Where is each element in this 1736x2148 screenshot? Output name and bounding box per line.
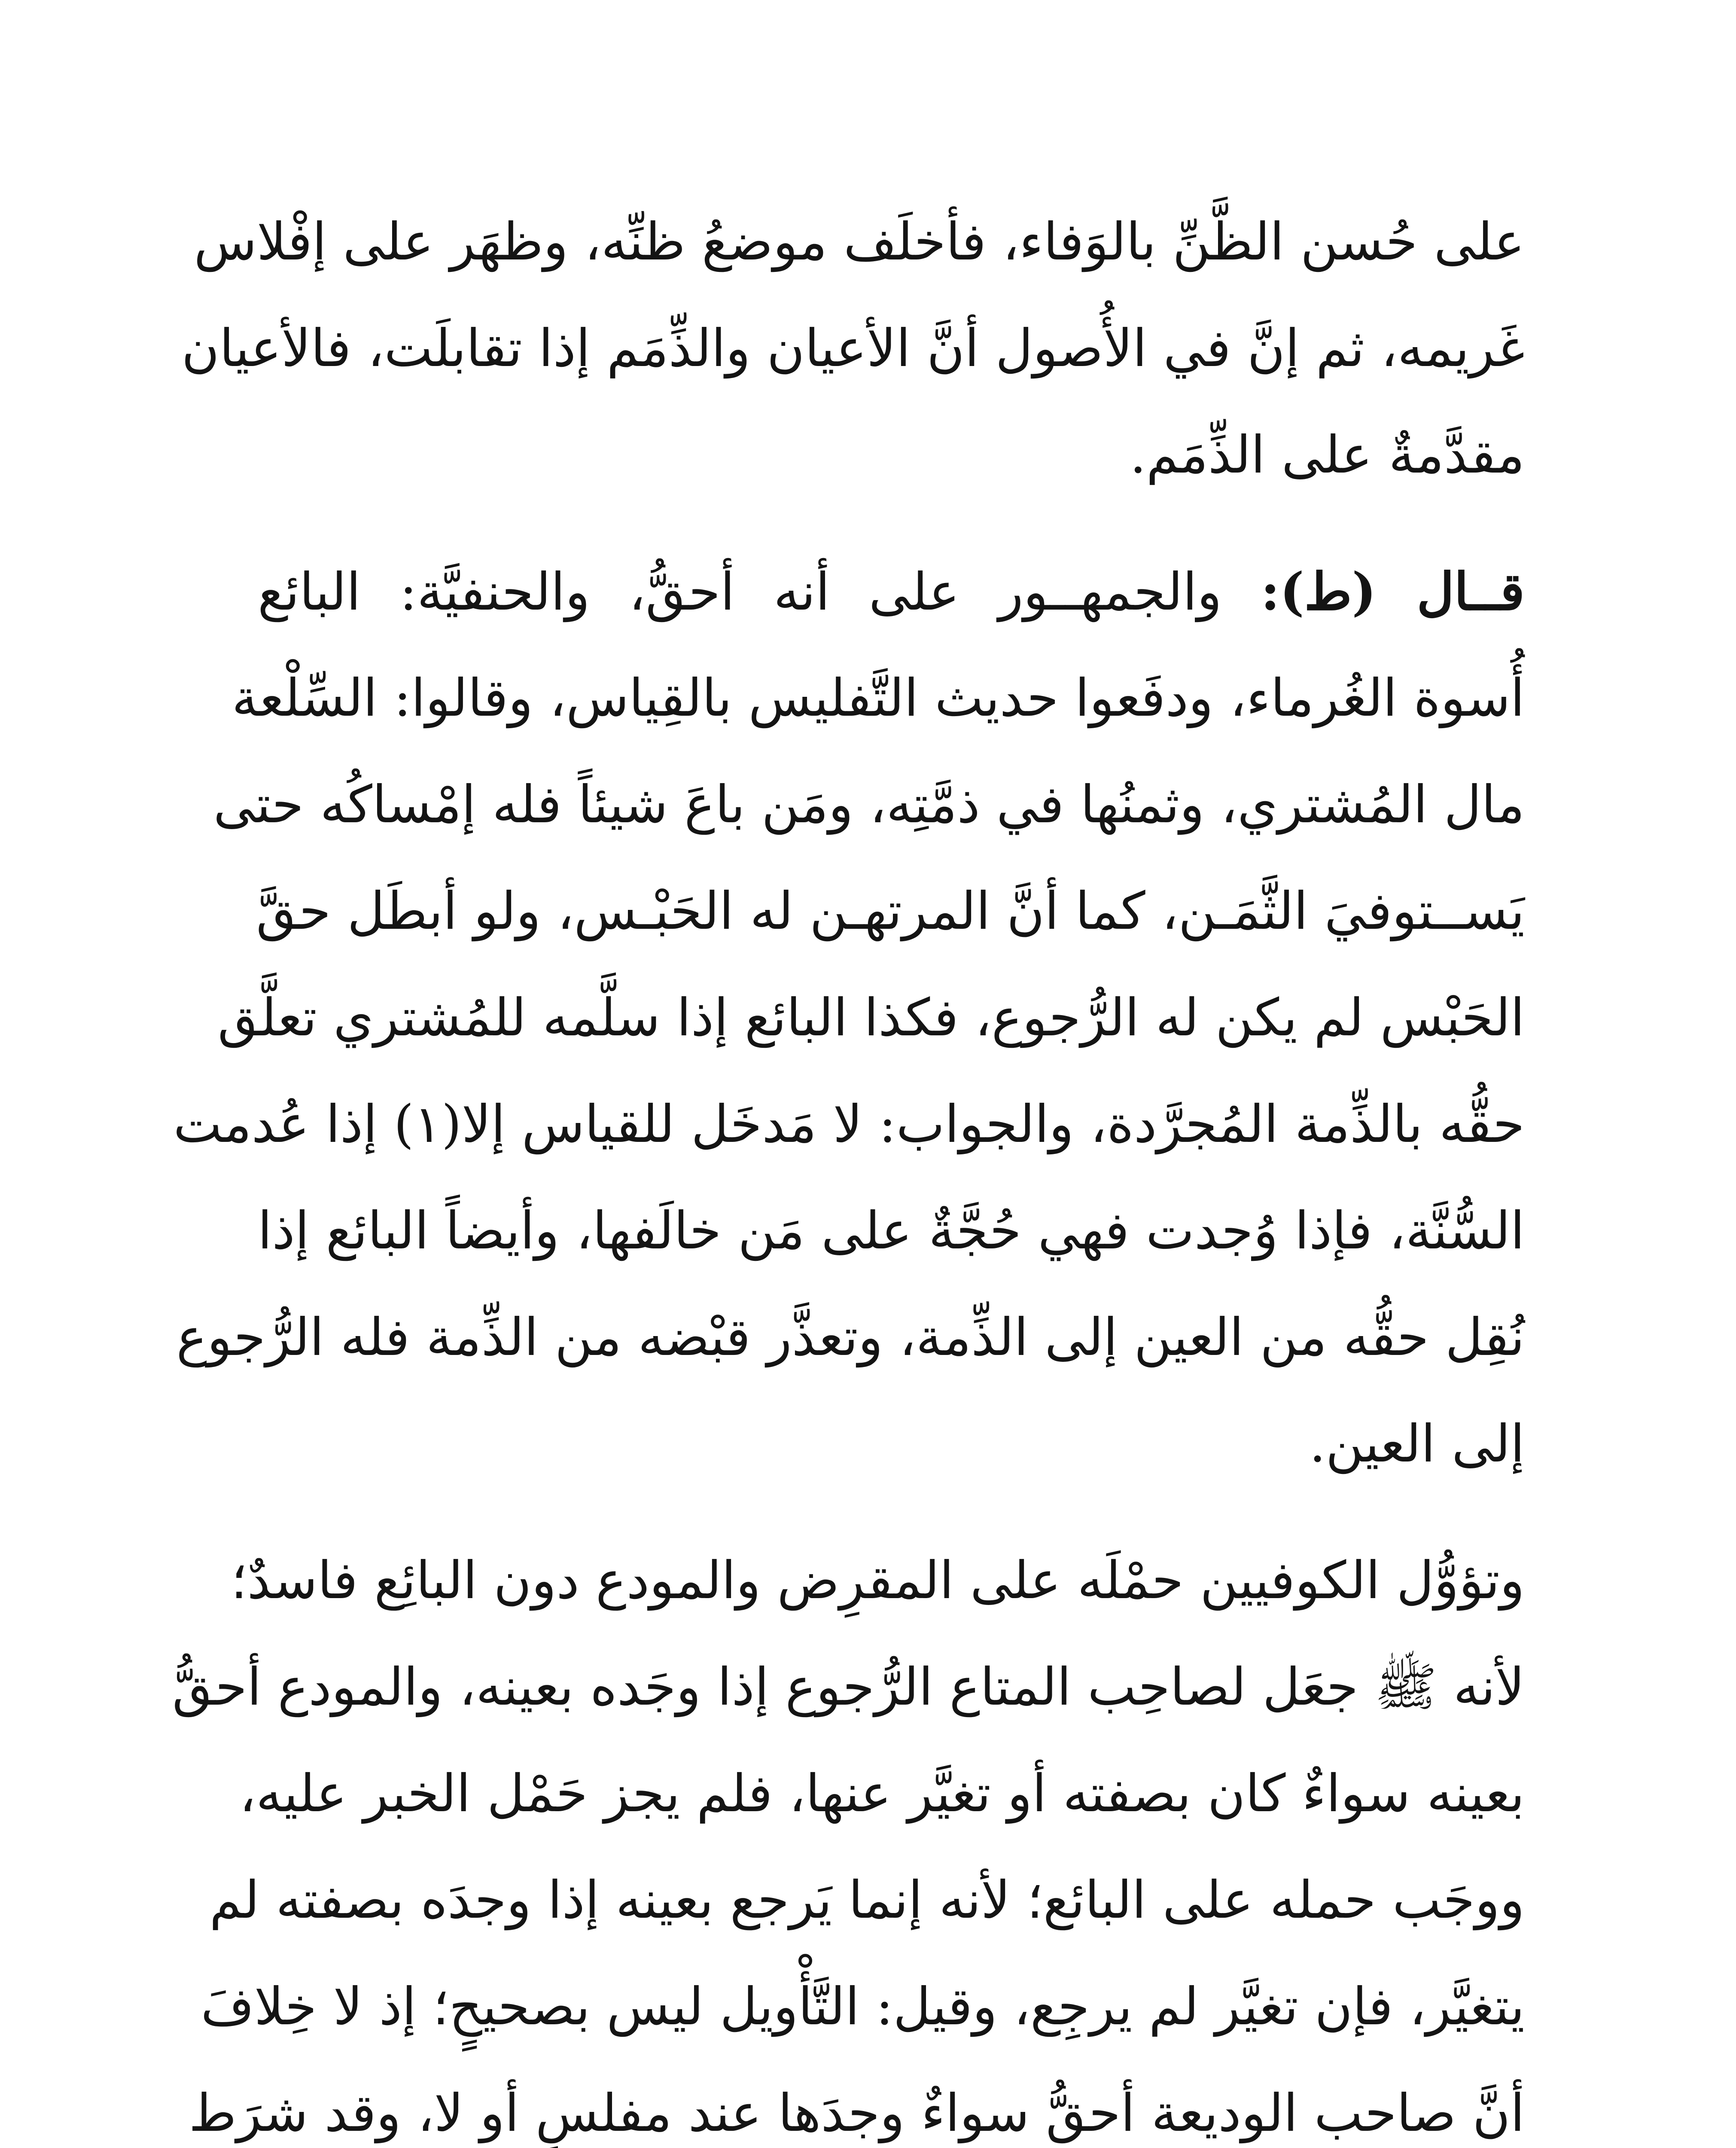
text-line: الحَبْس لم يكن له الرُّجوع، فكذا البائع إذا سلَّمه للمُشتري تعلَّق bbox=[217, 988, 1525, 1048]
text-line bbox=[258, 539, 1525, 645]
text-line: غَريمه، ثم إنَّ في الأُصول أنَّ الأعيان والذِّمَم إذا تقابلَت، فالأعيان bbox=[181, 319, 1525, 378]
text-line: حقُّه بالذِّمة المُجرَّدة، والجواب: لا مَدخَل للقياس إلا(١) إذا عُدمت bbox=[173, 1095, 1525, 1154]
text-line: وتؤوُّل الكوفيين حمْلَه على المقرِض والمودع دون البائِع فاسدٌ؛ bbox=[231, 1551, 1525, 1611]
text-line: بعينه سواءٌ كان بصفته أو تغيَّر عنها، فلم يجز حَمْل الخبر عليه، bbox=[239, 1764, 1525, 1824]
paragraph-gap bbox=[258, 1498, 1525, 1528]
text-line: لأنه ﷺ جعَل لصاحِب المتاع الرُّجوع إذا وجَده بعينه، والمودع أحقُّ bbox=[172, 1657, 1525, 1717]
main-text bbox=[172, 189, 1525, 2148]
text-line: نُقِل حقُّه من العين إلى الذِّمة، وتعذَّر قبْضه من الذِّمة فله الرُّجوع bbox=[176, 1308, 1525, 1367]
text-segment: والجمهــور على أنه أحقُّ، والحنفيَّة: البائع bbox=[258, 562, 1261, 622]
text-line: يتغيَّر، فإن تغيَّر لم يرجِع، وقيل: التَّأْويل ليس بصحيحٍ؛ إذ لا خِلافَ bbox=[201, 1977, 1525, 2037]
text-line: على حُسن الظَّنِّ بالوَفاء، فأخلَف موضعُ ظنِّه، وظهَر على إفْلاس bbox=[194, 212, 1525, 272]
paragraph-gap bbox=[258, 509, 1525, 539]
speaker-label: قــال (ط): bbox=[1261, 561, 1525, 622]
text-line: أنَّ صاحب الوديعة أحقُّ سواءٌ وجدَها عند مفلسٍ أو لا، وقد شرَط bbox=[189, 2084, 1525, 2143]
text-line: مقدَّمةٌ على الذِّمَم. bbox=[1130, 425, 1525, 485]
text-line: السُّنَّة، فإذا وُجدت فهي حُجَّةٌ على مَن خالَفها، وأيضاً البائع إذا bbox=[258, 1201, 1525, 1261]
text-line: إلى العين. bbox=[1309, 1414, 1525, 1474]
text-line: مال المُشتري، وثمنُها في ذمَّتِه، ومَن باعَ شيئاً فله إمْساكُه حتى bbox=[213, 775, 1525, 835]
text-line: ووجَب حمله على البائع؛ لأنه إنما يَرجع بعينه إذا وجدَه بصفته لم bbox=[209, 1870, 1525, 1930]
text-line: أُسوة الغُرماء، ودفَعوا حديث التَّفليس بالقِياس، وقالوا: السِّلْعة bbox=[231, 668, 1525, 728]
text-line: يَســتوفيَ الثَّمَـن، كما أنَّ المرتهـن له الحَبْـس، ولو أبطَل حقَّ bbox=[256, 882, 1525, 941]
